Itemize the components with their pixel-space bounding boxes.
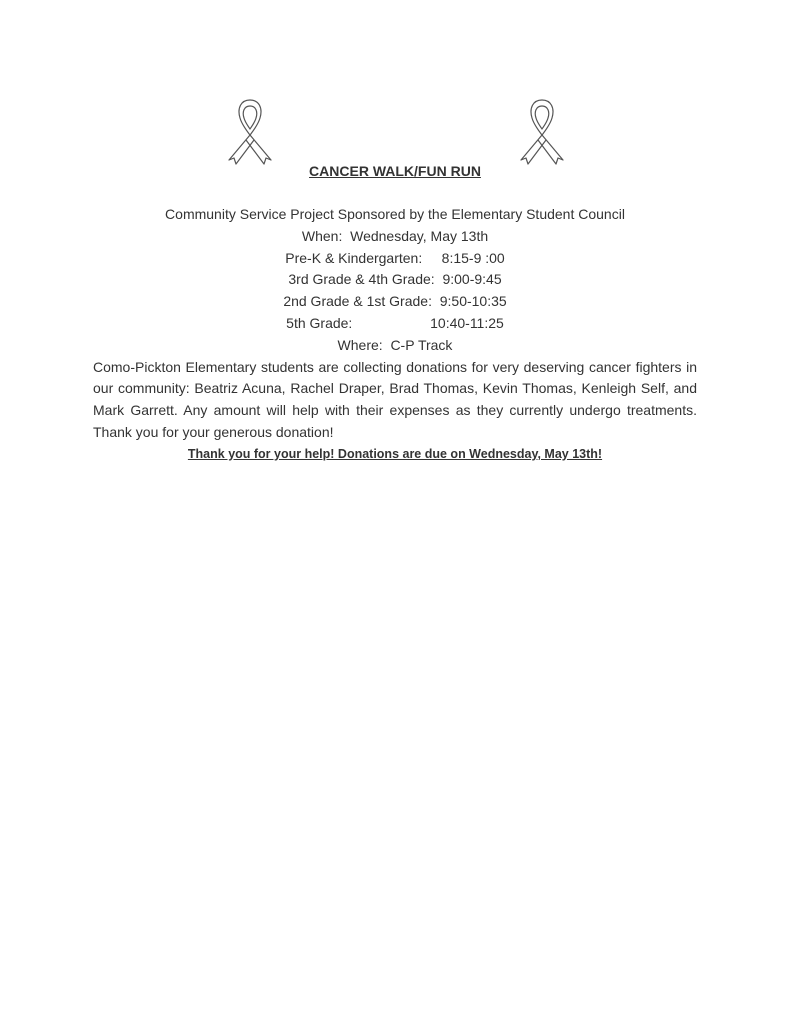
schedule-2nd-1st-grade: 2nd Grade & 1st Grade: 9:50-10:35 [283, 293, 507, 310]
schedule-prek-kindergarten: Pre-K & Kindergarten: 8:15-9 :00 [285, 249, 505, 266]
sponsor-line: Community Service Project Sponsored by the Elementary Student Council [165, 206, 625, 222]
spacer [93, 182, 697, 204]
schedule-3rd-4th-grade: 3rd Grade & 4th Grade: 9:00-9:45 [288, 271, 502, 288]
schedule-5th-grade: 5th Grade: 10:40-11:25 [286, 314, 504, 331]
donation-paragraph: Como-Pickton Elementary students are collecting donations for very deserving cancer fighters in our community: Beatriz Acuna, Rachel Draper, Brad Thomas, Kevin Thomas, Kenleigh Self, and Mark Garrett. Any amount will help with their expenses as they currently undergo treatments. Thank you for your generous donation! [93, 358, 697, 440]
awareness-ribbon-icon [226, 98, 274, 166]
flyer-title: CANCER WALK/FUN RUN [309, 163, 481, 179]
closing-note: Thank you for your help! Donations are due on Wednesday, May 13th! [187, 446, 603, 461]
flyer-document [93, 160, 697, 466]
awareness-ribbon-icon [518, 98, 566, 166]
event-date: When: Wednesday, May 13th [301, 227, 489, 244]
event-location: Where: C-P Track [337, 336, 453, 353]
